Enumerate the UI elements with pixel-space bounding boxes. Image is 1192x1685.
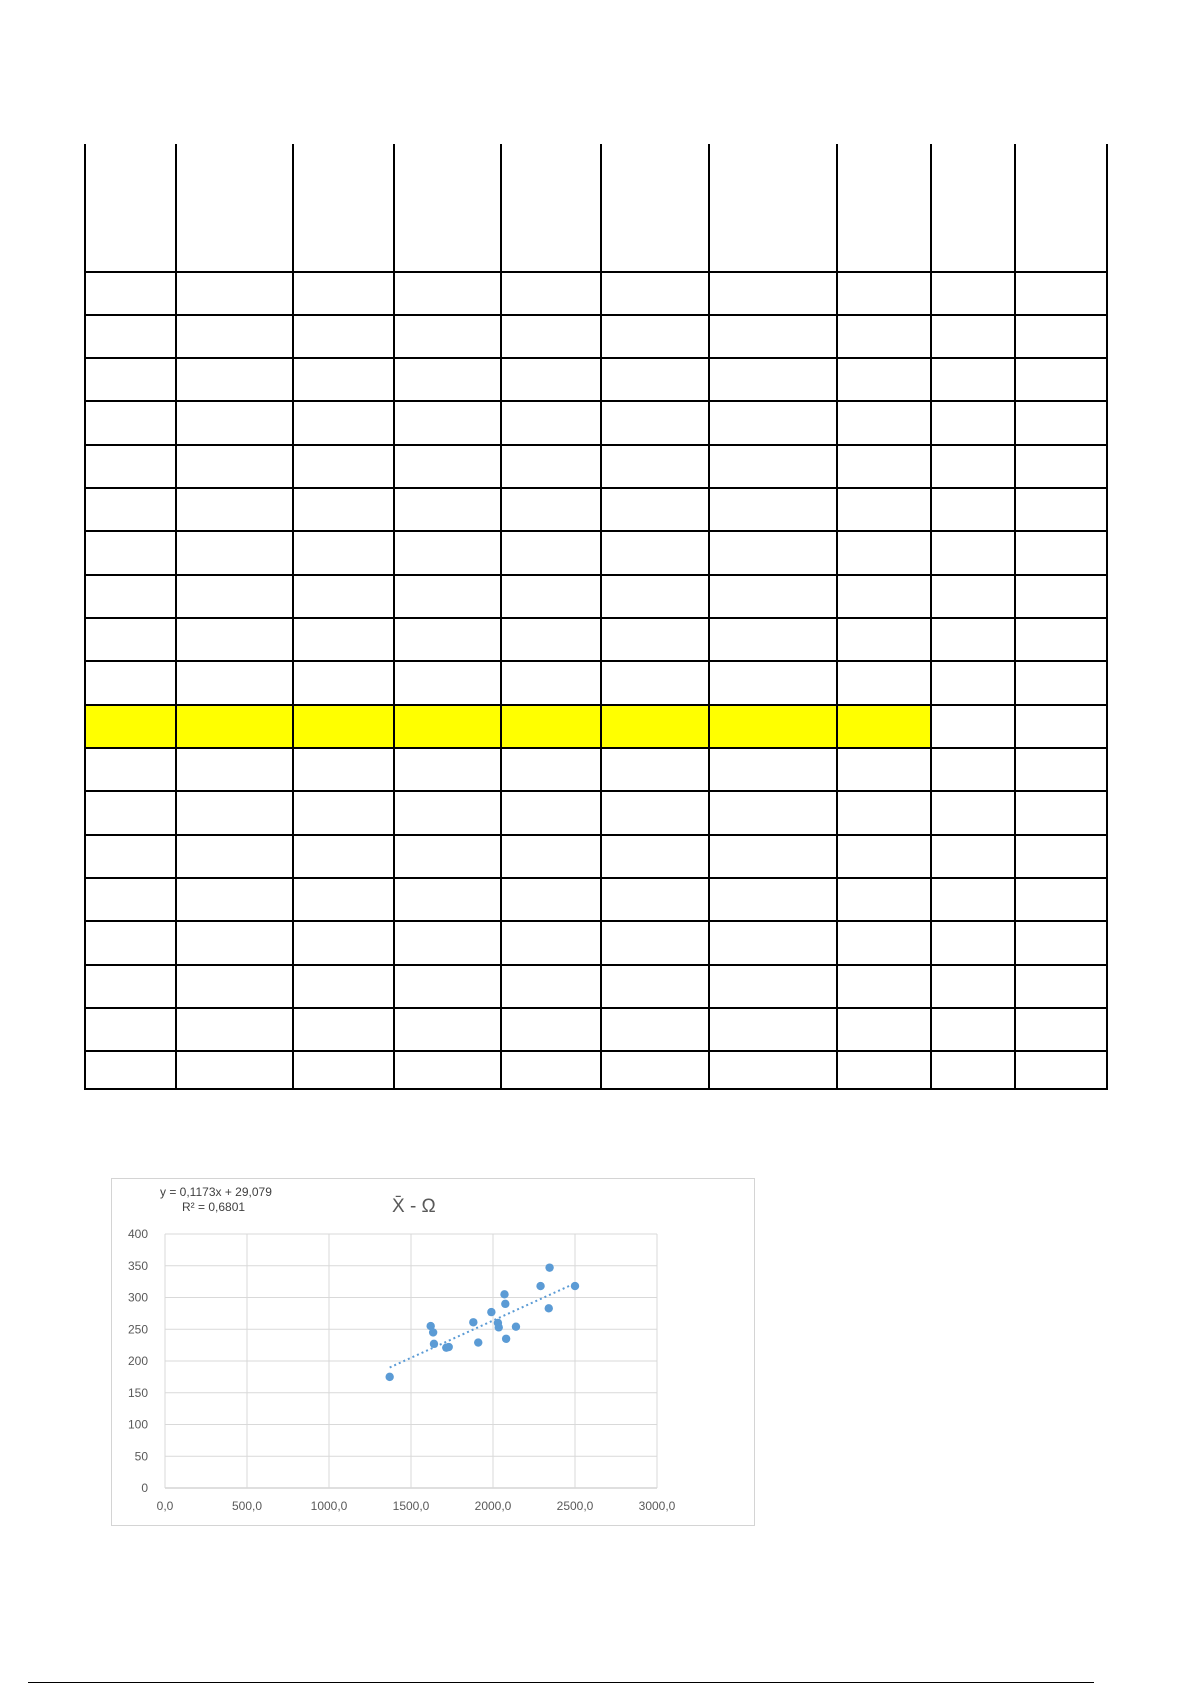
x-tick-label: 1500,0 [392,1499,430,1513]
x-tick-label: 3000,0 [638,1499,676,1513]
table-row-border [84,704,1108,706]
table-row-border [84,877,1108,879]
data-point [500,1290,508,1298]
table-row-border [84,487,1108,489]
trendline [390,1283,575,1367]
chart-title: X̄ - Ω [392,1196,436,1217]
y-tick-label: 0 [141,1481,148,1495]
data-point [385,1373,393,1381]
table-row-border [84,790,1108,792]
y-tick-label: 50 [134,1449,148,1464]
table-row-border [84,1007,1108,1009]
y-tick-label: 350 [127,1258,148,1273]
data-point [501,1300,509,1308]
table-row-border [84,400,1108,402]
axis-ticks [128,1227,676,1513]
trendline-path [390,1283,575,1367]
x-tick-label: 2500,0 [556,1499,594,1513]
table-row-border [84,1050,1108,1052]
table-row-border [84,1088,1108,1090]
data-point [495,1323,503,1331]
chart-grid [165,1234,657,1488]
x-tick-label: 1000,0 [310,1499,348,1513]
table-row-border [84,617,1108,619]
trendline-equation: y = 0,1173x + 29,079 [160,1185,272,1199]
data-point [571,1282,579,1290]
highlighted-row [84,704,930,747]
data-point [429,1328,437,1336]
data-point [487,1308,495,1316]
table-row-border [84,747,1108,749]
data-point [545,1304,553,1312]
table-row-border [84,574,1108,576]
table-row-border [84,660,1108,662]
y-tick-label: 400 [127,1227,148,1241]
data-point [536,1282,544,1290]
table-row-border [84,444,1108,446]
data-point [474,1338,482,1346]
table-row-border [84,314,1108,316]
table-row-border [84,271,1108,273]
data-point [430,1340,438,1348]
data-point [512,1323,520,1331]
table-row-border [84,920,1108,922]
page-bottom-rule [28,1682,1094,1683]
data-point [502,1335,510,1343]
scatter-chart [111,1178,755,1526]
data-point [469,1318,477,1326]
y-tick-label: 150 [127,1385,148,1400]
y-tick-label: 250 [127,1322,148,1337]
data-points [385,1263,579,1381]
table-row-border [84,834,1108,836]
data-point [445,1343,453,1351]
x-tick-label: 0,0 [156,1499,174,1513]
x-tick-label: 500,0 [231,1499,263,1513]
chart-canvas [112,1179,754,1525]
table-row-border [84,964,1108,966]
y-tick-label: 300 [127,1290,148,1305]
data-point [545,1263,553,1271]
data-table [84,144,1108,1090]
table-row-border [84,530,1108,532]
y-tick-label: 100 [127,1417,148,1432]
y-tick-label: 200 [127,1354,148,1368]
x-tick-label: 2000,0 [474,1499,512,1513]
trendline-r-squared: R² = 0,6801 [182,1200,246,1214]
table-row-border [84,357,1108,359]
